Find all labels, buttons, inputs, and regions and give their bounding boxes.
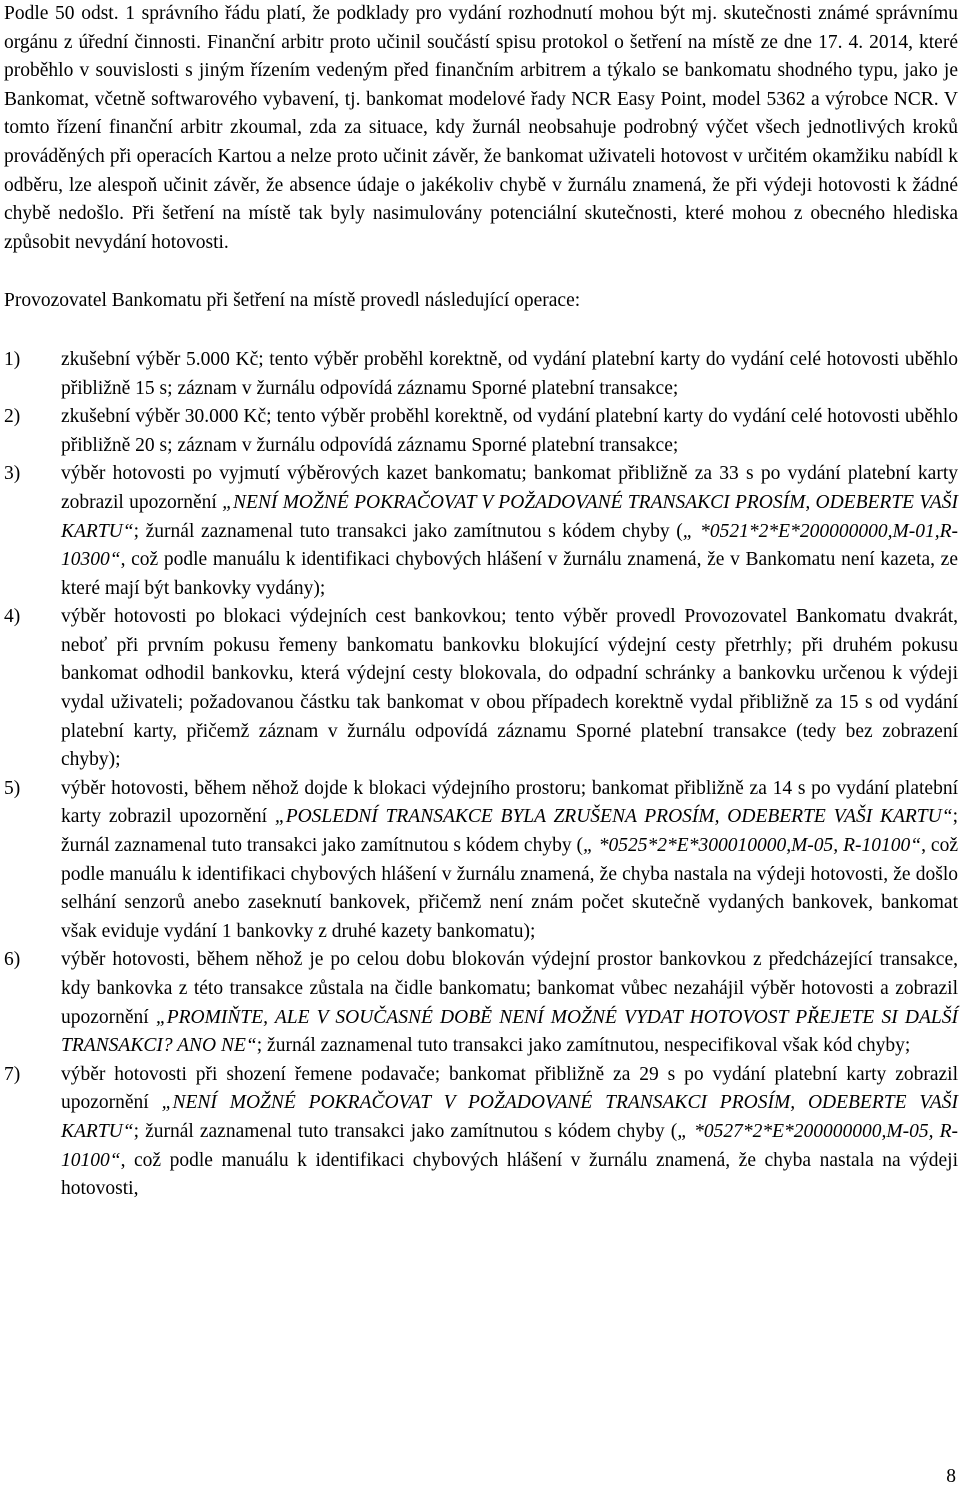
list-item-text: výběr hotovosti, během něhož je po celou dobu blokován výdejní prostor bankovkou z předcházející transakce, kdy bankovka z této transakce zůstala na čidle bankomatu; bankomat vůbec nezahájil výběr hotovosti a zobrazil upozornění [61,949,958,1028]
list-item-text: , což podle manuálu k identifikaci chybových hlášení v žurnálu znamená, že chyba nastala na výdeji hotovosti, že došlo selhání senzorů anebo zaseknutí bankovek, přičemž není znám počet skutečně vydaných bankovek, bankomat však eviduje vydání 1 bankovky z druhé kazety bankomatu); [61,835,958,942]
list-item-text: zkušební výběr 30.000 Kč; tento výběr proběhl korektně, od vydání platební karty do vydání celé hotovosti uběhlo přibližně 20 s; záznam v žurnálu odpovídá záznamu Sporné platební transakce; [61,406,958,456]
list-item [4,403,958,460]
list-item-text: ; žurnál zaznamenal tuto transakci jako zamítnutou, nespecifikoval však kód chyby; [256,1035,911,1057]
list-item-text: výběr hotovosti, během něhož dojde k blokaci výdejního prostoru; bankomat přibližně za 14 s po vydání platební karty zobrazil upozornění [61,777,958,828]
list-item-text: ; žurnál zaznamenal tuto transakci jako zamítnutou s kódem chyby ( [133,1120,678,1142]
list-item-number: 4) [4,606,21,628]
list-item-text: , což podle manuálu k identifikaci chybových hlášení v žurnálu znamená, že v Bankomatu není kazeta, ze které mají být bankovky vydány); [61,549,958,599]
list-item-text: ; žurnál zaznamenal tuto transakci jako zamítnutou s kódem chyby ( [133,520,683,542]
intro-text-part-1: Podle 50 odst. 1 správního řádu platí, že podklady pro vydání rozhodnutí mohou být mj. skutečnosti známé správnímu orgánu z úřední činnosti. Finanční arbitr proto učinil součástí spisu protokol o šetření na místě ze dne 17. 4. 2014, které proběhlo v souvislosti s jiným řízením vedeným před finančním arbitrem a týkalo se bankomatu shodného typu, jako je Bankomat, včetně softwarového vybavení, tj. bankomat modelové řady NCR Easy Point, model 5362 a výrobce NCR. [4,3,958,110]
list-item [4,946,958,1060]
list-item-number: 5) [4,777,21,799]
intro-paragraph [4,0,958,257]
list-item-text: výběr hotovosti po vyjmutí výběrových kazet bankomatu; bankomat přibližně za 33 s po vydání platební karty zobrazil upozornění [61,463,958,513]
list-item [4,603,958,775]
error-code-quote: „ *0525*2*E*300010000,M-05, R-10100“ [583,835,922,857]
atm-message-quote: „PROMIŇTE, ALE V SOUČASNÉ DOBĚ NENÍ MOŽNÉ VYDAT HOTOVOST PŘEJETE SI DALŠÍ TRANSAKCI? ANO NE“ [61,1006,958,1057]
operations-intro: Provozovatel Bankomatu při šetření na místě provedl následující operace: [4,290,581,312]
list-item-number: 7) [4,1063,21,1085]
atm-message-quote: „POSLEDNÍ TRANSAKCE BYLA ZRUŠENA PROSÍM, ODEBERTE VAŠI KARTU“ [274,806,953,828]
atm-message-quote: „NENÍ MOŽNÉ POKRAČOVAT V POŽADOVANÉ TRANSAKCI PROSÍM, ODEBERTE VAŠI KARTU“ [61,491,959,542]
atm-message-quote: „NENÍ MOŽNÉ POKRAČOVAT V POŽADOVANÉ TRANSAKCI PROSÍM, ODEBERTE VAŠI KARTU“ [61,1092,958,1142]
operations-list [4,346,958,1204]
error-code-quote: „ *0521*2*E*200000000,M-01,R-10300“ [61,520,958,571]
list-item-number: 1) [4,348,21,370]
error-code-quote: „ *0527*2*E*200000000,M-05, R-10100“ [61,1120,958,1171]
list-item-text: výběr hotovosti po blokaci výdejních cest bankovkou; tento výběr provedl Provozovatel Bankomatu dvakrát, neboť při prvním pokusu řemeny bankomatu bankovku blokující výdejní cesty přetrhly; při druhém pokusu bankomat odhodil bankovku, která výdejní cesty blokovala, do odpadní schránky a bankovku určenou k výdeji vydal uživateli; požadovanou částku tak bankomat v obou případech korektně vydal přibližně za 15 s od vydání platební karty, přičemž záznam v žurnálu odpovídá záznamu Sporné platební transakce (tedy bez zobrazení chyby); [61,606,958,771]
list-item [4,1061,958,1204]
list-item [4,460,958,603]
list-item-text: ; žurnál zaznamenal tuto transakci jako zamítnutou s kódem chyby ( [61,806,958,857]
list-item [4,346,958,403]
list-item [4,775,958,947]
intro-text-part-2: V tomto řízení finanční arbitr zkoumal, zda za situace, kdy žurnál neobsahuje podrobný výčet všech jednotlivých kroků prováděných při operacích Kartou a nelze proto učinit závěr, že bankomat uživateli hotovost v určitém okamžiku nabídl k odběru, lze alespoň učinit závěr, že absence údaje o jakékoliv chybě v žurnálu znamená, že při výdeji hotovosti k žádné chybě nedošlo. Při šetření na místě tak byly nasimulovány potenciální skutečnosti, které mohou z obecného hlediska způsobit nevydání hotovosti. [4,88,958,253]
list-item-text: výběr hotovosti při shození řemene podavače; bankomat přibližně za 29 s po vydání platební karty zobrazil upozornění [61,1063,958,1114]
page-number: 8 [946,1466,956,1487]
list-item-number: 2) [4,406,21,428]
list-item-text: zkušební výběr 5.000 Kč; tento výběr proběhl korektně, od vydání platební karty do vydání celé hotovosti uběhlo přibližně 15 s; záznam v žurnálu odpovídá záznamu Sporné platební transakce; [61,348,958,399]
list-item-number: 6) [4,949,21,971]
list-item-text: , což podle manuálu k identifikaci chybových hlášení v žurnálu znamená, že chyba nastala na výdeji hotovosti, [61,1149,958,1200]
list-item-number: 3) [4,463,21,485]
document-page [4,0,958,1204]
